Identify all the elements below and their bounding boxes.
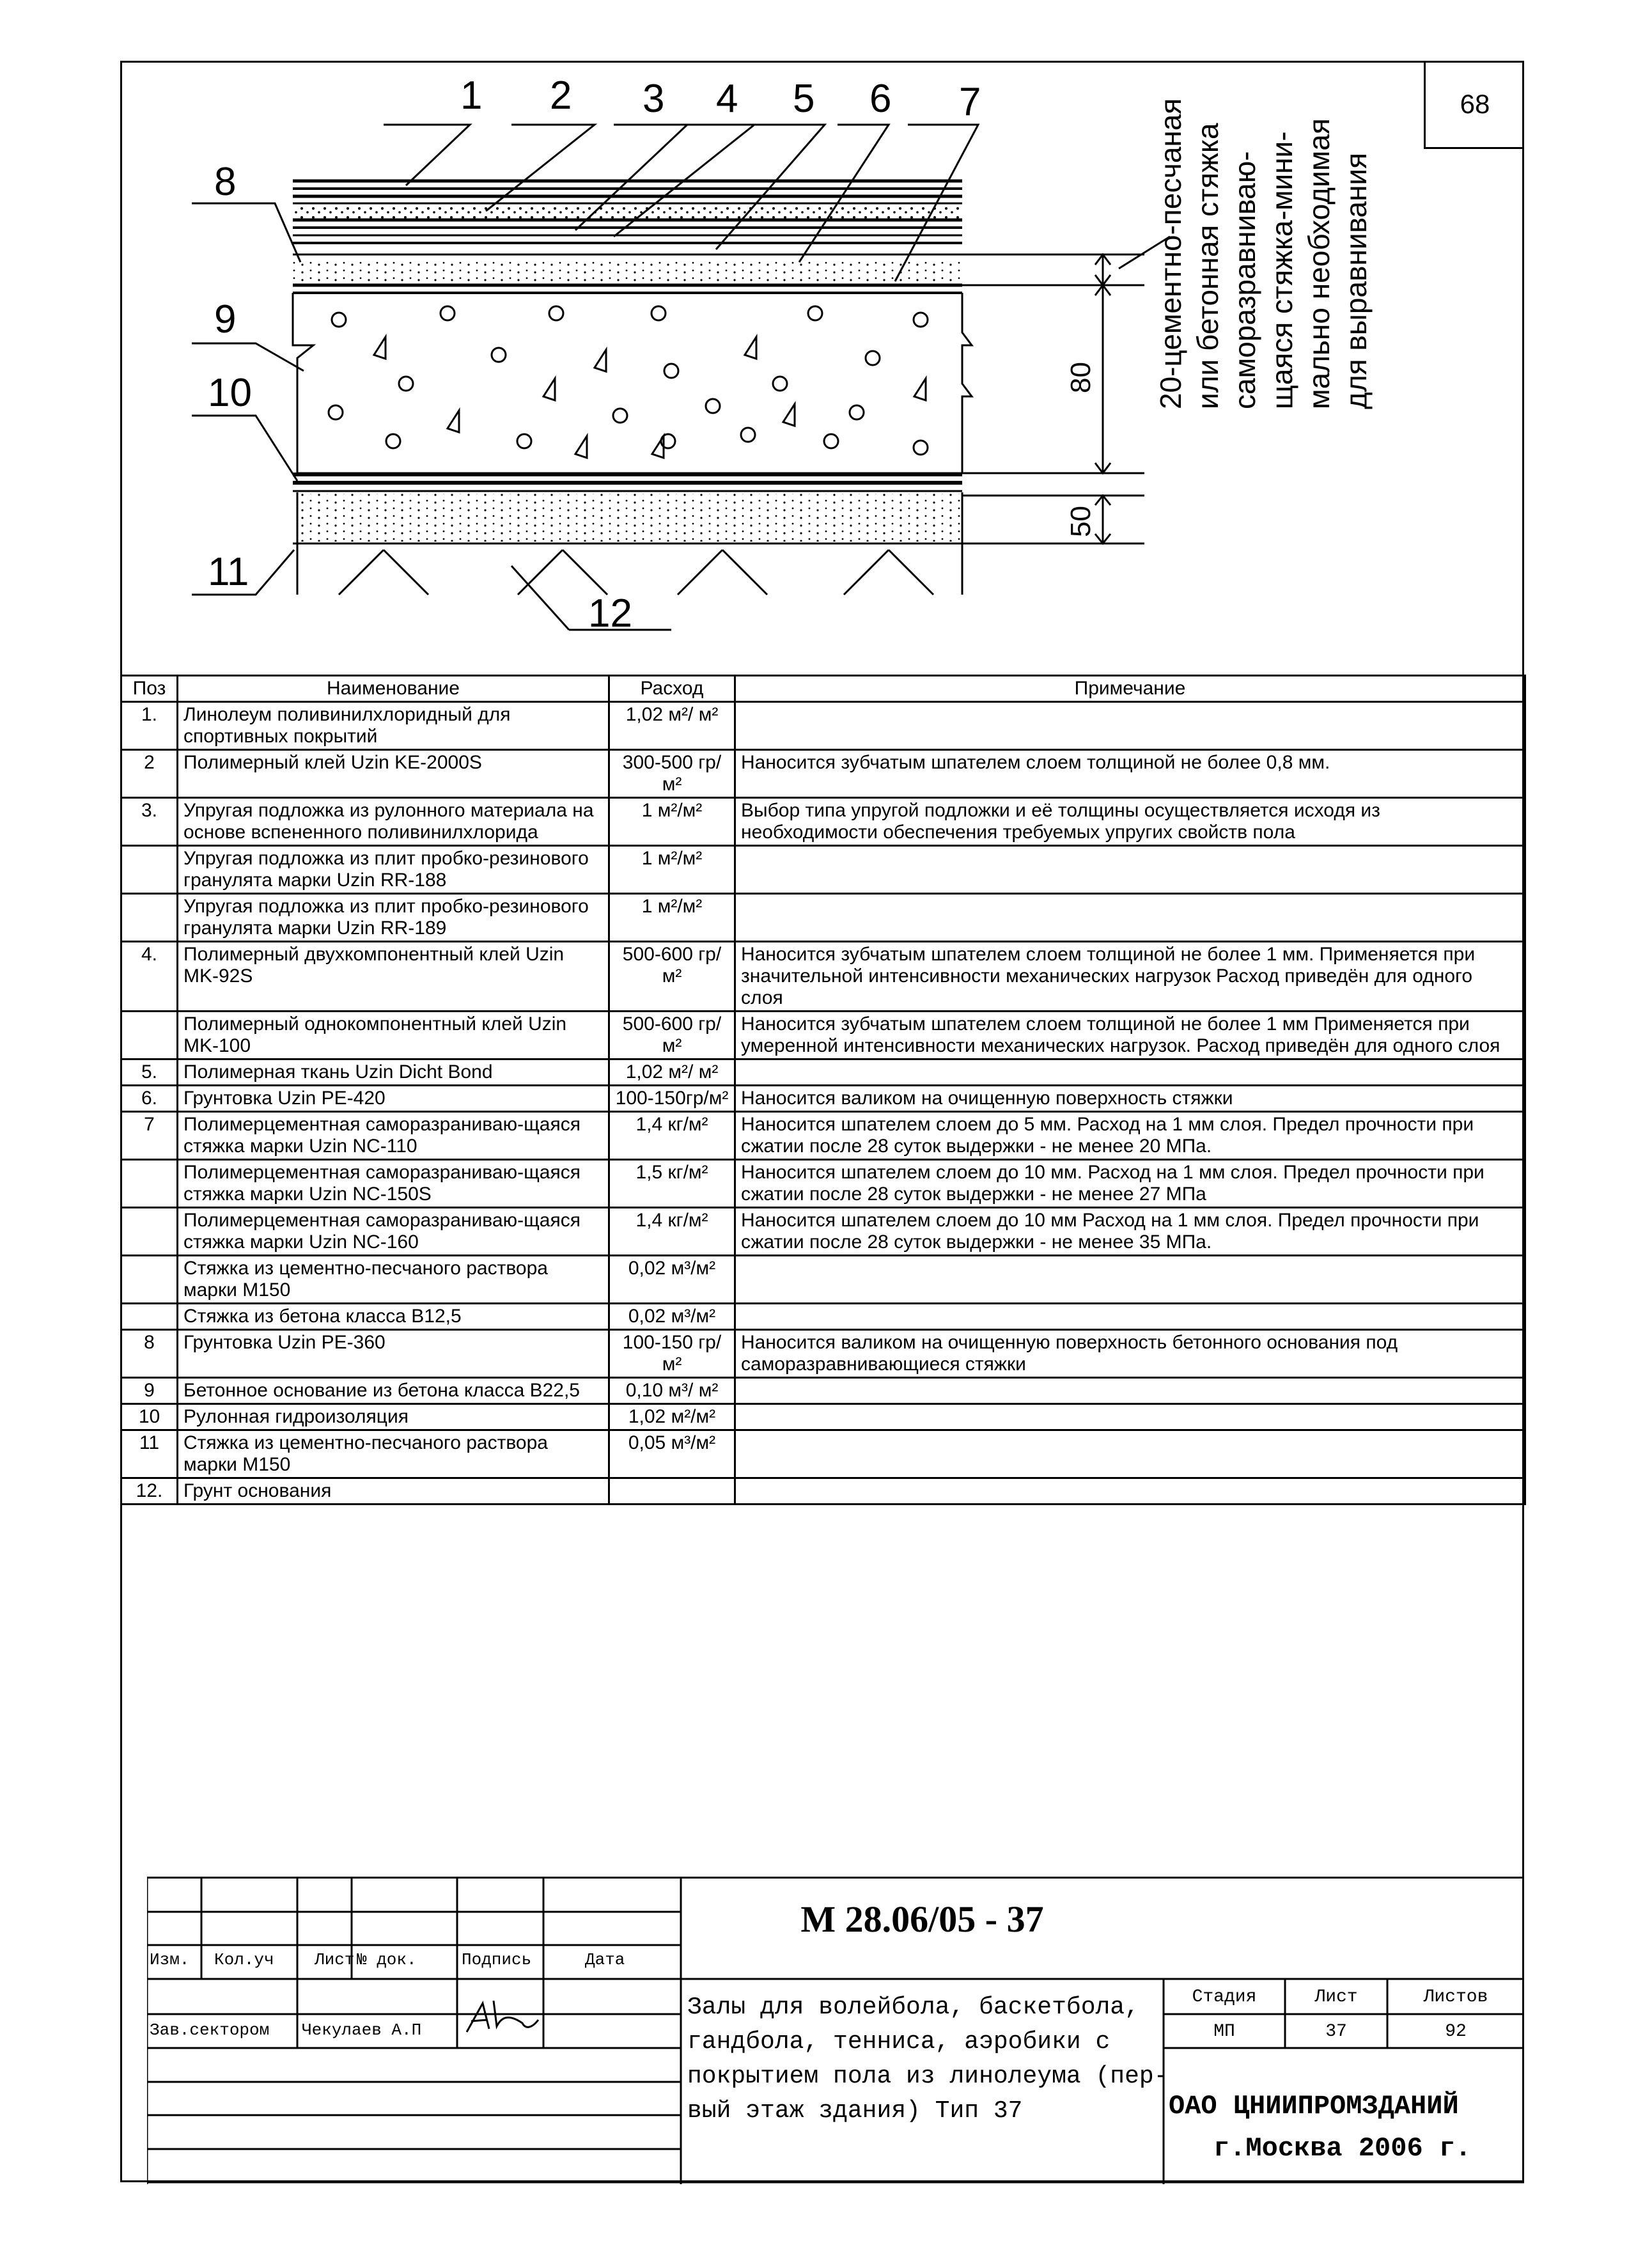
title-block — [147, 1877, 1524, 2182]
title-line-2: гандбола, тенниса, аэробики с — [687, 2028, 1110, 2056]
row-note — [735, 702, 1525, 750]
dimension-50: 50 — [1065, 506, 1096, 537]
dimension-note-line-4: щаяся стяжка-мини- — [1265, 131, 1298, 409]
row-name: Полимерная ткань Uzin Dicht Bond — [178, 1059, 609, 1086]
row-rate: 1,02 м²/м² — [609, 1404, 735, 1430]
header-signature: Подпись — [462, 1950, 532, 1969]
document-code: М 28.06/05 - 37 — [800, 1898, 1044, 1940]
title-line-3: покрытием пола из линолеума (пер- — [687, 2063, 1169, 2090]
row-name: Полимерцементная саморазраниваю-щаяся стяжка марки Uzin NC-160 — [178, 1208, 609, 1256]
row-name: Бетонное основание из бетона класса В22,5 — [178, 1378, 609, 1404]
dimension-note-line-3: саморазравниваю- — [1228, 151, 1261, 409]
row-pos — [121, 1256, 178, 1304]
row-name: Стяжка из цементно-песчаного раствора марки М150 — [178, 1430, 609, 1478]
sheet-value: 37 — [1325, 2022, 1347, 2042]
row-name: Полимерцементная саморазраниваю-щаяся стяжка марки Uzin NC-150S — [178, 1160, 609, 1208]
row-pos: 12. — [121, 1478, 178, 1505]
header-izm: Изм. — [150, 1950, 190, 1969]
callout-7: 7 — [959, 80, 981, 124]
table-row — [121, 1430, 1525, 1478]
floor-section-drawing — [0, 0, 1652, 678]
row-note: Наносится валиком на очищенную поверхность стяжки — [735, 1086, 1525, 1112]
row-rate: 500-600 гр/м² — [609, 942, 735, 1012]
row-pos: 3. — [121, 798, 178, 846]
row-pos — [121, 1304, 178, 1330]
header-note: Примечание — [735, 676, 1525, 702]
row-name: Стяжка из цементно-песчаного раствора марки М150 — [178, 1256, 609, 1304]
row-note: Наносится шпателем слоем до 5 мм. Расход на 1 мм слоя. Предел прочности при сжатии после 28 суток выдержки - не менее 20 МПа. — [735, 1112, 1525, 1160]
row-name: Линолеум поливинилхлоридный для спортивных покрытий — [178, 702, 609, 750]
signature-mark — [467, 2001, 538, 2032]
row-note — [735, 1378, 1525, 1404]
row-rate: 0,05 м³/м² — [609, 1430, 735, 1478]
dimension-note-line-1: 20-цементно-песчаная — [1154, 98, 1187, 409]
row-note — [735, 894, 1525, 942]
row-note — [735, 1430, 1525, 1478]
callout-5: 5 — [793, 77, 815, 121]
row-pos — [121, 1208, 178, 1256]
table-row — [121, 1012, 1525, 1059]
callout-10: 10 — [208, 371, 252, 415]
row-pos — [121, 846, 178, 894]
table-row — [121, 942, 1525, 1012]
row-pos: 7 — [121, 1112, 178, 1160]
row-name: Грунт основания — [178, 1478, 609, 1505]
header-rate: Расход — [609, 676, 735, 702]
callout-1: 1 — [460, 74, 483, 118]
row-name: Упругая подложка из рулонного материала на основе вспененного поливинилхлорида — [178, 798, 609, 846]
row-note — [735, 1404, 1525, 1430]
specification-table — [120, 675, 1526, 1505]
row-rate: 100-150гр/м² — [609, 1086, 735, 1112]
row-rate: 100-150 гр/м² — [609, 1330, 735, 1378]
table-row — [121, 798, 1525, 846]
stage-value: МП — [1213, 2022, 1235, 2042]
callout-9: 9 — [214, 297, 237, 341]
row-pos: 11 — [121, 1430, 178, 1478]
row-name: Рулонная гидроизоляция — [178, 1404, 609, 1430]
sheet-label: Лист — [1314, 1987, 1358, 2007]
row-rate: 1,4 кг/м² — [609, 1208, 735, 1256]
table-row — [121, 894, 1525, 942]
header-list: Лист — [315, 1950, 355, 1969]
callout-12: 12 — [588, 591, 632, 636]
organization-city-year: г.Москва 2006 г. — [1213, 2133, 1472, 2164]
row-name: Стяжка из бетона класса В12,5 — [178, 1304, 609, 1330]
row-rate: 0,02 м³/м² — [609, 1304, 735, 1330]
row-note — [735, 1059, 1525, 1086]
row-name: Полимерцементная саморазраниваю-щаяся стяжка марки Uzin NC-110 — [178, 1112, 609, 1160]
row-note: Выбор типа упругой подложки и её толщины осуществляется исходя из необходимости обеспечения требуемых упругих свойств пола — [735, 798, 1525, 846]
row-pos: 2 — [121, 750, 178, 798]
table-row — [121, 1208, 1525, 1256]
position-label: Зав.сектором — [150, 2021, 270, 2040]
dimension-note-line-6: для выравнивания — [1339, 152, 1373, 409]
specification-rows — [121, 702, 1525, 1505]
row-rate: 1,02 м²/ м² — [609, 702, 735, 750]
row-note: Наносится шпателем слоем до 10 мм. Расход на 1 мм слоя. Предел прочности при сжатии после 28 суток выдержки - не менее 27 МПа — [735, 1160, 1525, 1208]
row-pos — [121, 894, 178, 942]
row-name: Упругая подложка из плит пробко-резинового гранулята марки Uzin RR-188 — [178, 846, 609, 894]
stage-label: Стадия — [1192, 1987, 1257, 2007]
row-name: Грунтовка Uzin PE-420 — [178, 1086, 609, 1112]
row-note — [735, 1256, 1525, 1304]
row-note — [735, 1304, 1525, 1330]
table-row — [121, 1112, 1525, 1160]
callout-4: 4 — [716, 77, 738, 121]
row-pos: 6. — [121, 1086, 178, 1112]
row-note: Наносится зубчатым шпателем слоем толщиной не более 1 мм. Применяется при значительной интенсивности механических нагрузок Расход приведён для одного слоя — [735, 942, 1525, 1012]
table-row — [121, 1059, 1525, 1086]
row-rate: 500-600 гр/м² — [609, 1012, 735, 1059]
header-date: Дата — [585, 1950, 625, 1969]
table-row — [121, 1478, 1525, 1505]
callout-11: 11 — [208, 550, 249, 594]
row-pos: 8 — [121, 1330, 178, 1378]
row-rate: 1,02 м²/ м² — [609, 1059, 735, 1086]
row-rate: 1,4 кг/м² — [609, 1112, 735, 1160]
header-pos: Поз — [121, 676, 178, 702]
row-pos: 5. — [121, 1059, 178, 1086]
table-row — [121, 1086, 1525, 1112]
row-note: Наносится валиком на очищенную поверхность бетонного основания под саморазравнивающиеся стяжки — [735, 1330, 1525, 1378]
header-name: Наименование — [178, 676, 609, 702]
row-pos: 4. — [121, 942, 178, 1012]
row-name: Полимерный однокомпонентный клей Uzin MK-100 — [178, 1012, 609, 1059]
table-row — [121, 750, 1525, 798]
row-rate: 0,10 м³/ м² — [609, 1378, 735, 1404]
table-row — [121, 1330, 1525, 1378]
row-note: Наносится шпателем слоем до 10 мм Расход на 1 мм слоя. Предел прочности при сжатии после 28 суток выдержки - не менее 35 МПа. — [735, 1208, 1525, 1256]
callout-3: 3 — [643, 77, 665, 121]
row-note: Наносится зубчатым шпателем слоем толщиной не более 1 мм Применяется при умеренной интенсивности механических нагрузок. Расход приведён для одного слоя — [735, 1012, 1525, 1059]
table-row — [121, 846, 1525, 894]
row-rate: 1 м²/м² — [609, 894, 735, 942]
table-row — [121, 1404, 1525, 1430]
callout-6: 6 — [869, 77, 892, 121]
row-name: Грунтовка Uzin PE-360 — [178, 1330, 609, 1378]
row-pos — [121, 1160, 178, 1208]
row-pos: 9 — [121, 1378, 178, 1404]
table-row — [121, 1256, 1525, 1304]
row-name: Полимерный двухкомпонентный клей Uzin MK-92S — [178, 942, 609, 1012]
dimension-note-line-2: или бетонная стяжка — [1191, 123, 1224, 409]
title-line-1: Залы для волейбола, баскетбола, — [687, 1994, 1139, 2021]
row-rate: 0,02 м³/м² — [609, 1256, 735, 1304]
row-rate: 1 м²/м² — [609, 798, 735, 846]
dimension-note-line-5: мально необходимая — [1302, 118, 1336, 409]
table-row — [121, 702, 1525, 750]
row-rate — [609, 1478, 735, 1505]
sheets-label: Листов — [1423, 1987, 1488, 2007]
row-rate: 1 м²/м² — [609, 846, 735, 894]
title-line-4: вый этаж здания) Тип 37 — [687, 2097, 1023, 2125]
table-row — [121, 1378, 1525, 1404]
row-pos — [121, 1012, 178, 1059]
row-rate: 1,5 кг/м² — [609, 1160, 735, 1208]
dimension-80: 80 — [1065, 362, 1096, 393]
callout-8: 8 — [214, 160, 237, 204]
row-rate: 300-500 гр/м² — [609, 750, 735, 798]
callout-2: 2 — [550, 74, 572, 118]
row-pos: 1. — [121, 702, 178, 750]
row-name: Упругая подложка из плит пробко-резинового гранулята марки Uzin RR-189 — [178, 894, 609, 942]
header-doc: № док. — [357, 1950, 417, 1969]
row-pos: 10 — [121, 1404, 178, 1430]
row-note — [735, 1478, 1525, 1505]
sheets-value: 92 — [1445, 2022, 1467, 2042]
row-note: Наносится зубчатым шпателем слоем толщиной не более 0,8 мм. — [735, 750, 1525, 798]
table-row — [121, 1160, 1525, 1208]
person-name: Чекулаев А.П — [302, 2021, 422, 2040]
sheet-number: 68 — [1460, 88, 1490, 119]
row-note — [735, 846, 1525, 894]
organization-name: ОАО ЦНИИПРОМЗДАНИЙ — [1169, 2091, 1459, 2122]
header-kol-uch: Кол.уч — [214, 1950, 274, 1969]
table-row — [121, 1304, 1525, 1330]
row-name: Полимерный клей Uzin KE-2000S — [178, 750, 609, 798]
